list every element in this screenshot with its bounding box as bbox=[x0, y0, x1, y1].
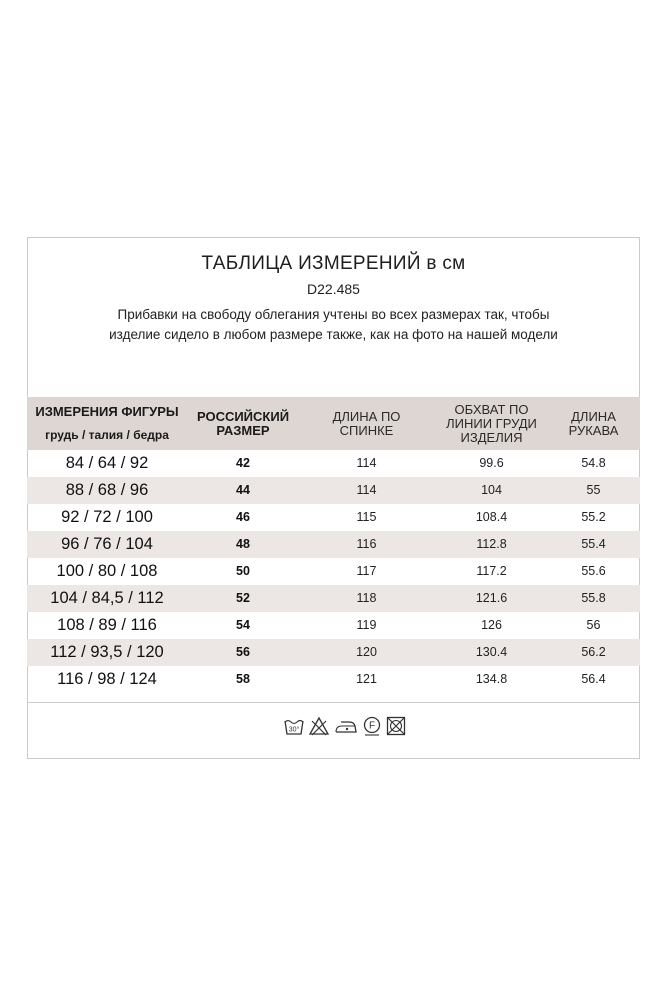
cell-figure: 92 / 72 / 100 bbox=[61, 508, 153, 526]
care-divider bbox=[27, 702, 640, 703]
cell-sleeve: 56.4 bbox=[581, 672, 606, 686]
column-header-sleeve bbox=[547, 397, 640, 450]
cell-sleeve: 55.2 bbox=[581, 510, 606, 524]
cell-figure: 96 / 76 / 104 bbox=[61, 535, 153, 553]
care-symbols bbox=[283, 714, 407, 738]
table-row bbox=[27, 477, 640, 504]
fit-note bbox=[0, 305, 667, 345]
column-header-back-length bbox=[299, 397, 434, 450]
wash-temp-label: 30° bbox=[288, 726, 300, 734]
cell-back-length: 114 bbox=[356, 483, 377, 497]
table-row bbox=[27, 558, 640, 585]
cell-figure: 88 / 68 / 96 bbox=[65, 481, 149, 499]
column-header-sleeve-line-2: РУКАВА bbox=[568, 422, 619, 438]
table-header bbox=[27, 397, 640, 450]
cell-figure: 108 / 89 / 116 bbox=[57, 616, 157, 634]
cell-back-length: 115 bbox=[356, 510, 377, 524]
column-header-chest-line-1: ОБХВАТ ПО bbox=[454, 401, 529, 417]
cell-size: 42 bbox=[236, 456, 250, 470]
cell-figure: 116 / 98 / 124 bbox=[57, 670, 157, 688]
iron-low-icon bbox=[333, 715, 359, 737]
column-header-figure-title: ИЗМЕРЕНИЯ ФИГУРЫ bbox=[35, 404, 179, 419]
page-title: ТАБЛИЦА ИЗМЕРЕНИЙ в см bbox=[201, 253, 466, 274]
dry-clean-f-icon bbox=[362, 715, 382, 737]
cell-chest: 134.8 bbox=[475, 672, 508, 686]
cell-back-length: 116 bbox=[356, 537, 377, 551]
cell-figure: 100 / 80 / 108 bbox=[56, 562, 158, 580]
column-header-chest bbox=[424, 397, 559, 450]
table-row bbox=[27, 585, 640, 612]
column-header-figure-sub: грудь / талия / бедра bbox=[45, 428, 169, 442]
cell-back-length: 120 bbox=[356, 645, 377, 659]
table-row bbox=[27, 531, 640, 558]
wash-30-icon bbox=[283, 715, 305, 737]
dry-clean-letter: F bbox=[368, 720, 376, 732]
column-header-figure bbox=[27, 397, 187, 450]
cell-chest: 117.2 bbox=[476, 564, 507, 578]
cell-sleeve: 55.6 bbox=[581, 564, 606, 578]
cell-size: 46 bbox=[236, 510, 250, 524]
column-header-chest-line-3: ИЗДЕЛИЯ bbox=[460, 429, 523, 445]
cell-sleeve: 55.8 bbox=[581, 591, 606, 605]
no-bleach-icon bbox=[308, 715, 330, 737]
cell-size: 56 bbox=[236, 645, 250, 659]
table-row bbox=[27, 450, 640, 477]
cell-figure: 104 / 84,5 / 112 bbox=[50, 589, 164, 607]
cell-chest: 99.6 bbox=[479, 456, 504, 470]
column-header-size-line-2: РАЗМЕР bbox=[216, 422, 270, 438]
cell-back-length: 117 bbox=[356, 564, 377, 578]
cell-back-length: 119 bbox=[356, 618, 377, 632]
cell-sleeve: 55.4 bbox=[581, 537, 606, 551]
cell-sleeve: 54.8 bbox=[581, 456, 606, 470]
table-row bbox=[27, 612, 640, 639]
cell-figure: 112 / 93,5 / 120 bbox=[50, 643, 164, 661]
cell-size: 48 bbox=[236, 537, 250, 551]
cell-size: 52 bbox=[236, 591, 250, 605]
cell-size: 58 bbox=[236, 672, 250, 686]
cell-chest: 104 bbox=[481, 483, 502, 497]
cell-back-length: 121 bbox=[356, 672, 377, 686]
table-row bbox=[27, 504, 640, 531]
table-body bbox=[27, 450, 640, 693]
cell-chest: 112.8 bbox=[476, 537, 507, 551]
cell-sleeve: 55 bbox=[586, 483, 601, 497]
column-header-sleeve-line-1: ДЛИНА bbox=[571, 408, 616, 424]
fit-note-line-2: изделие сидело в любом размере также, как на фото на нашей модели bbox=[109, 327, 558, 342]
column-header-chest-line-2: ЛИНИИ ГРУДИ bbox=[446, 415, 537, 431]
cell-size: 54 bbox=[236, 618, 250, 632]
no-tumble-dry-icon bbox=[385, 715, 407, 737]
cell-back-length: 118 bbox=[356, 591, 377, 605]
cell-sleeve: 56 bbox=[586, 618, 601, 632]
cell-size: 44 bbox=[236, 483, 250, 497]
cell-back-length: 114 bbox=[356, 456, 377, 470]
fit-note-line-1: Прибавки на свободу облегания учтены во всех размерах так, чтобы bbox=[117, 307, 550, 322]
cell-chest: 126 bbox=[481, 618, 502, 632]
column-header-size-line-1: РОССИЙСКИЙ bbox=[196, 408, 290, 424]
cell-chest: 108.4 bbox=[475, 510, 508, 524]
cell-sleeve: 56.2 bbox=[581, 645, 606, 659]
column-header-back-line-1: ДЛИНА ПО bbox=[332, 408, 401, 424]
cell-size: 50 bbox=[236, 564, 250, 578]
product-code: D22.485 bbox=[307, 281, 360, 297]
column-header-size bbox=[187, 397, 299, 450]
cell-chest: 121.6 bbox=[475, 591, 508, 605]
cell-figure: 84 / 64 / 92 bbox=[65, 454, 149, 472]
cell-chest: 130.4 bbox=[475, 645, 508, 659]
column-header-back-line-2: СПИНКЕ bbox=[339, 422, 394, 438]
table-row bbox=[27, 639, 640, 666]
table-row bbox=[27, 666, 640, 693]
